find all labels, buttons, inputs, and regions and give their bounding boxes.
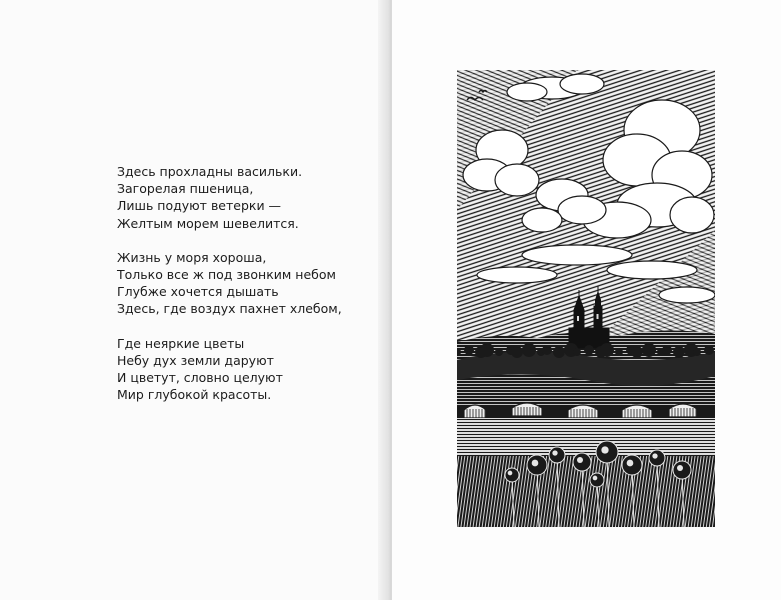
poem-line: Мир глубокой красоты. [117, 387, 272, 403]
poem-line: Только все ж под звонким небом [117, 267, 336, 283]
left-page [0, 0, 390, 600]
poem-line: Жизнь у моря хороша, [117, 249, 267, 265]
haystack [464, 405, 486, 418]
poem-line: Лишь подуют ветерки — [117, 198, 282, 214]
poem-line: Желтым морем шевелится. [117, 215, 299, 231]
poem-line: Загорелая пшеница, [117, 181, 254, 197]
haystack [622, 405, 652, 418]
poem-line: Небу дух земли даруют [117, 352, 274, 368]
poem-stanza-2 [117, 249, 377, 318]
haystack [669, 404, 697, 417]
haystack [512, 403, 542, 416]
poem-line: Здесь, где воздух пахнет хлебом, [117, 301, 342, 317]
poem-line: Глубже хочется дышать [117, 284, 279, 300]
poem-text [117, 163, 377, 420]
haystack [568, 405, 598, 418]
poem-line: Где неяркие цветы [117, 335, 245, 351]
landscape-engraving [457, 70, 715, 527]
poem-stanza-1 [117, 163, 377, 232]
poem-line: И цветут, словно целуют [117, 370, 283, 386]
engraving-svg [457, 70, 715, 527]
haystacks [464, 403, 697, 418]
poem-line: Здесь прохладны васильки. [117, 164, 303, 179]
poem-stanza-3 [117, 335, 377, 404]
